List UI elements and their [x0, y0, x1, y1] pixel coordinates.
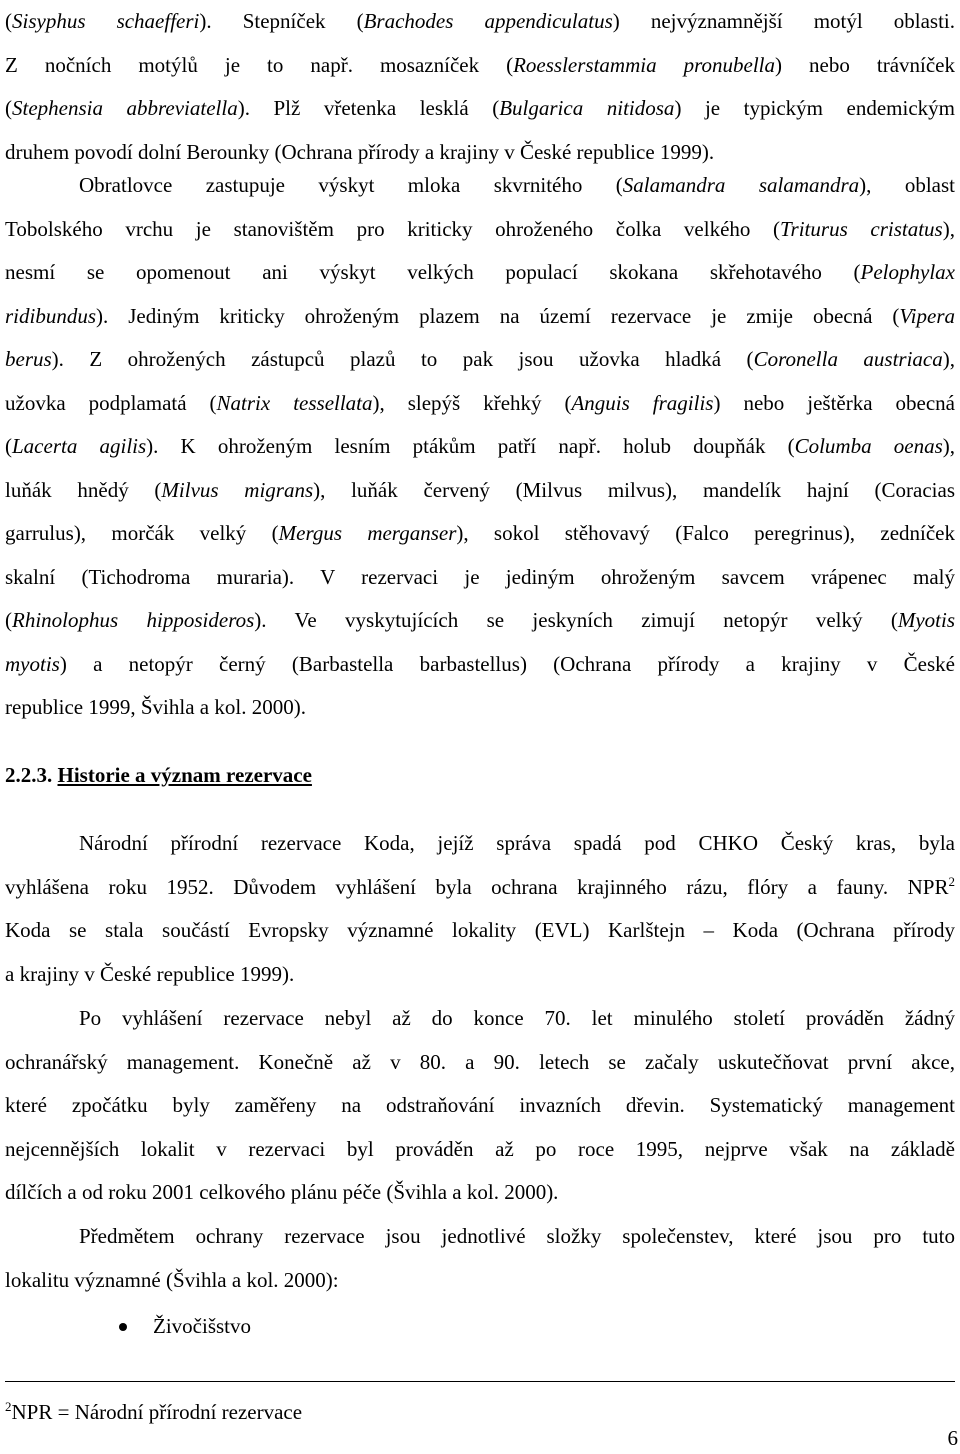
text-line: [5, 556, 955, 600]
text-run: Brachodes appendiculatus: [363, 9, 613, 33]
text-run: Pelophylax: [860, 260, 955, 284]
text-run: Tobolského vrchu je stanovištěm pro kriticky ohroženého čolka velkého (: [5, 216, 781, 241]
footnote-mark: 2: [5, 1399, 12, 1414]
text-line: [5, 208, 955, 252]
text-run: Obratlovce zastupuje výskyt mloka skvrnitého (: [79, 173, 623, 197]
text-line: [5, 164, 955, 208]
text-run: Anguis fragilis: [571, 390, 714, 415]
text-run: ), luňák červený (Milvus milvus), mandelík hajní (Coracias: [313, 477, 955, 502]
text-run: Milvus migrans: [161, 477, 314, 502]
text-line: [5, 512, 955, 556]
text-run: Salamandra salamandra: [622, 173, 860, 197]
text-run: ). Stepníček (: [199, 9, 364, 33]
text-run: nejcennějších lokalit v rezervaci byl prováděn až po roce 1995, nejprve však na základě: [5, 1136, 955, 1161]
paragraph-history: [5, 822, 955, 996]
text-run: ),: [942, 434, 955, 458]
text-run: Bulgarica nitidosa: [499, 96, 675, 120]
section-number: 2.2.3.: [5, 763, 53, 787]
text-run: ), sokol stěhovavý (Falco peregrinus), zedníček: [456, 521, 955, 545]
text-run: Rhinolophus hipposideros: [12, 608, 255, 632]
text-run: ). K ohroženým lesním ptákům patří např. holub doupňák (: [146, 434, 795, 458]
text-line: [5, 997, 955, 1041]
text-run: skalní (Tichodroma muraria). V rezervaci je jediným ohroženým savcem vrápenec malý: [5, 564, 955, 589]
text-line: [5, 909, 955, 953]
text-run: luňák hnědý (: [5, 477, 162, 502]
paragraph-management: [5, 997, 955, 1215]
text-run: Vipera: [899, 303, 955, 328]
text-run: nesmí se opomenout ani výskyt velkých populací skokana skřehotavého (: [5, 260, 861, 284]
paragraph-protection: [5, 1215, 955, 1302]
text-run: Mergus merganser: [278, 521, 457, 545]
text-run: lokalitu významné (Švihla a kol. 2000):: [5, 1267, 339, 1292]
text-run: Z nočních motýlů je to např. mosazníček (: [5, 52, 514, 77]
paragraph-insects: [5, 0, 955, 174]
text-run: ),: [942, 216, 955, 241]
text-run: garrulus), morčák velký (: [5, 521, 279, 545]
text-run: ). Jediným kriticky ohroženým plazem na území rezervace je zmije obecná (: [96, 303, 900, 328]
text-run: ). Z ohrožených zástupců plazů to pak jsou užovka hladká (: [51, 347, 754, 371]
text-line: [5, 866, 955, 910]
text-line: [5, 1259, 955, 1303]
text-line: [5, 1128, 955, 1172]
text-run: a krajiny v České republice 1999).: [5, 961, 295, 986]
text-run: Myotis: [897, 608, 956, 632]
text-run: myotis: [5, 651, 60, 676]
text-line: [5, 1171, 955, 1215]
text-line: [5, 953, 955, 997]
text-run: (: [5, 96, 12, 120]
text-line: [5, 0, 955, 44]
footnote: [5, 1392, 302, 1432]
text-run: ) je typickým endemickým: [674, 96, 955, 120]
text-run: vyhlášena roku 1952. Důvodem vyhlášení byla ochrana krajinného rázu, flóry a fauny. NPR: [5, 874, 949, 899]
paragraph-vertebrates: [5, 164, 955, 730]
text-line: [5, 87, 955, 131]
section-title: Historie a význam rezervace: [57, 763, 312, 787]
page-number: 6: [947, 1426, 958, 1450]
text-run: ), oblast: [859, 173, 955, 197]
document-page: [5, 0, 958, 1454]
text-run: Stephensia abbreviatella: [12, 96, 238, 120]
text-line: [5, 44, 955, 88]
text-line: [5, 1215, 955, 1259]
text-run: republice 1999, Švihla a kol. 2000).: [5, 695, 306, 719]
text-line: [5, 295, 955, 339]
text-run: (: [5, 608, 12, 632]
text-run: ) nebo trávníček: [775, 52, 955, 77]
text-run: (: [5, 9, 12, 33]
text-run: ) a netopýr černý (Barbastella barbastellus) (Ochrana přírody a krajiny v České: [59, 651, 955, 676]
text-line: [5, 1084, 955, 1128]
text-run: ). Ve vyskytujících se jeskyních zimují netopýr velký (: [254, 608, 898, 632]
text-run: ridibundus: [5, 303, 97, 328]
text-run: které zpočátku byly zaměřeny na odstraňování invazních dřevin. Systematický management: [5, 1093, 955, 1117]
text-line: [5, 469, 955, 513]
text-run: (: [5, 434, 12, 458]
text-run: berus: [5, 347, 52, 371]
section-heading: [5, 757, 312, 793]
text-run: ), slepýš křehký (: [372, 390, 572, 415]
bullet-text: Živočišstvo: [153, 1314, 251, 1338]
text-line: [5, 822, 955, 866]
text-run: Triturus cristatus: [780, 216, 943, 241]
text-line: [5, 686, 955, 730]
text-line: [5, 425, 955, 469]
text-run: ochranářský management. Konečně až v 80. a 90. letech se začaly uskutečňovat první akce,: [5, 1049, 955, 1074]
footnote-divider: [5, 1381, 955, 1382]
text-run: 2: [948, 873, 955, 889]
text-run: druhem povodí dolní Berounky (Ochrana přírody a krajiny v České republice 1999).: [5, 139, 715, 164]
footnote-text: NPR = Národní přírodní rezervace: [11, 1400, 303, 1424]
text-line: [5, 1041, 955, 1085]
text-run: Národní přírodní rezervace Koda, jejíž správa spadá pod CHKO Český kras, byla: [79, 831, 955, 855]
text-run: ) nejvýznamnější motýl oblasti.: [612, 9, 956, 33]
text-line: [5, 643, 955, 687]
text-line: [5, 338, 955, 382]
text-line: [5, 599, 955, 643]
text-run: Natrix tessellata: [216, 390, 373, 415]
text-line: [5, 251, 955, 295]
text-run: Roesslerstammia pronubella: [513, 52, 776, 77]
text-line: [5, 382, 955, 426]
text-run: Lacerta agilis: [12, 434, 147, 458]
text-run: ),: [942, 347, 955, 371]
text-run: Předmětem ochrany rezervace jsou jednotlivé složky společenstev, které jsou pro tuto: [79, 1224, 955, 1248]
bullet-dot-icon: [119, 1323, 127, 1331]
text-run: ). Plž vřetenka lesklá (: [237, 96, 500, 120]
text-run: ) nebo ještěrka obecná: [713, 390, 955, 415]
text-run: Po vyhlášení rezervace nebyl až do konce 70. let minulého století prováděn žádný: [79, 1006, 955, 1030]
text-run: Coronella austriaca: [753, 347, 943, 371]
text-run: Columba oenas: [794, 434, 943, 458]
text-run: Sisyphus schaefferi: [12, 9, 200, 33]
text-run: dílčích a od roku 2001 celkového plánu péče (Švihla a kol. 2000).: [5, 1180, 559, 1204]
text-run: užovka podplamatá (: [5, 390, 217, 415]
text-run: Koda se stala součástí Evropsky významné lokality (EVL) Karlštejn – Koda (Ochrana přírody: [5, 918, 955, 942]
